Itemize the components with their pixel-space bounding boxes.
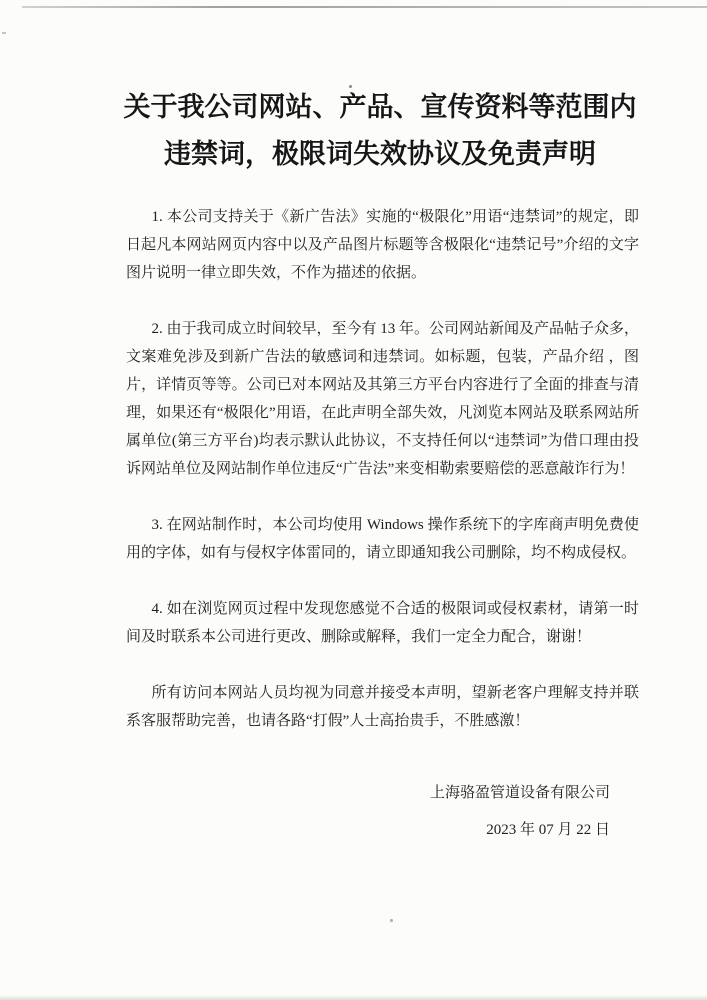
- company-name: 上海骆盈管道设备有限公司: [429, 785, 610, 801]
- scan-artifact-bottom-edge: [0, 995, 707, 1000]
- closing-paragraph: 所有访问本网站人员均视为同意并接受本声明，望新老客户理解支持并联系客服帮助完善，也请各路“打假”人士高抬贵手，不胜感激！: [126, 685, 639, 729]
- scan-artifact-top-line: [22, 6, 707, 8]
- paragraph-4: 4. 如在浏览网页过程中发现您感觉不合适的极限词或侵权素材，请第一时间及时联系本公司进行更改、删除或解释，我们一定全力配合，谢谢！: [126, 601, 639, 645]
- paragraph-3: 3. 在网站制作时，本公司均使用 Windows 操作系统下的字库商声明免费使用的字体，如有与侵权字体雷同的，请立即通知我公司删除，均不构成侵权。: [126, 517, 639, 561]
- paragraph-2: 2. 由于我司成立时间较早，至今有 13 年。公司网站新闻及产品帖子众多，文案难免涉及到新广告法的敏感词和违禁词。如标题，包装，产品介绍 ，图片，详情页等等。公司已对本网站及其第三方平台内容进行了全面的排查与清理，如果还有“极限化”用语，在此声明全部失效，凡浏览本网站及联系网站所属单位(第三方平台)均表示默认此协议，不支持任何以“违禁词”为借口理由投诉网站单位及网站制作单位违反“广告法”来变相勒索要赔偿的恶意敲诈行为！: [126, 321, 640, 477]
- document-title-line-1: 关于我公司网站、产品、宣传资料等范围内: [123, 92, 637, 122]
- document-body: [126, 203, 639, 763]
- scan-speck: [390, 919, 393, 922]
- document-title-line-2: 违禁词，极限词失效协议及免责声明: [164, 139, 596, 169]
- signature-block: [430, 782, 610, 841]
- signature-date: 2023 年 07 月 22 日: [486, 822, 610, 838]
- paragraph-1: 1. 本公司支持关于《新广告法》实施的“极限化”用语“违禁词”的规定，即日起凡本网站网页内容中以及产品图片标题等含极限化“违禁记号”介绍的文字图片说明一律立即失效，不作为描述的依据。: [126, 209, 639, 281]
- scan-speck: [2, 32, 6, 34]
- document-title: [53, 84, 707, 178]
